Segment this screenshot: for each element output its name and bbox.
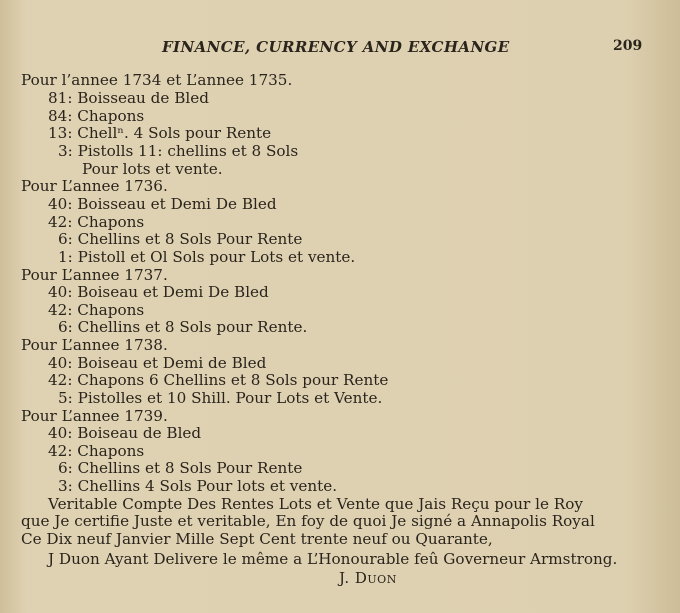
text-line: Pour l’annee 1734 et L’annee 1735. xyxy=(21,71,293,89)
text-line: 40: Boiseau de Bled xyxy=(48,424,202,442)
text-line: 3: Chellins 4 Sols Pour lots et vente. xyxy=(58,477,338,495)
text-line: 84: Chapons xyxy=(48,107,145,125)
text-line: 40: Boisseau et Demi De Bled xyxy=(48,195,277,213)
text-line: 6: Chellins et 8 Sols Pour Rente xyxy=(58,459,303,477)
text-line: Pour L’annee 1739. xyxy=(21,407,168,425)
text-line: 42: Chapons 6 Chellins et 8 Sols pour Rente xyxy=(48,371,389,389)
text-line: 42: Chapons xyxy=(48,301,145,319)
text-line: 5: Pistolles et 10 Shill. Pour Lots et Vente. xyxy=(58,389,383,407)
text-line: 42: Chapons xyxy=(48,213,145,231)
text-line: 1: Pistoll et Ol Sols pour Lots et vente. xyxy=(58,248,356,266)
text-line: Pour L’annee 1737. xyxy=(21,266,168,284)
text-line: 42: Chapons xyxy=(48,442,145,460)
text-line: Pour L’annee 1736. xyxy=(21,177,168,195)
text-line: Pour L’annee 1738. xyxy=(21,336,168,354)
signature: J. Duon xyxy=(339,569,397,587)
text-line: 40: Boiseau et Demi De Bled xyxy=(48,283,269,301)
page-number: 209 xyxy=(613,38,643,54)
text-line: 81: Boisseau de Bled xyxy=(48,89,209,107)
text-line: Ce Dix neuf Janvier Mille Sept Cent trente neuf ou Quarante, xyxy=(21,530,493,548)
text-line: 6: Chellins et 8 Sols pour Rente. xyxy=(58,318,308,336)
text-line: 3: Pistolls 11: chellins et 8 Sols xyxy=(58,142,299,160)
text-line: 13: Chellⁿ. 4 Sols pour Rente xyxy=(48,124,272,142)
text-line: Pour lots et vente. xyxy=(82,160,223,178)
text-line: J Duon Ayant Delivere le même a L’Honourable feû Governeur Armstrong. xyxy=(48,550,618,568)
running-title: FINANCE, CURRENCY AND EXCHANGE xyxy=(162,38,510,56)
page-header xyxy=(0,38,680,60)
text-line: Veritable Compte Des Rentes Lots et Vente que Jais Reçu pour le Roy xyxy=(48,495,583,513)
text-line: 40: Boiseau et Demi de Bled xyxy=(48,354,267,372)
text-line: 6: Chellins et 8 Sols Pour Rente xyxy=(58,230,303,248)
text-line: que Je certifie Juste et veritable, En foy de quoi Je signé a Annapolis Royal xyxy=(21,512,595,530)
